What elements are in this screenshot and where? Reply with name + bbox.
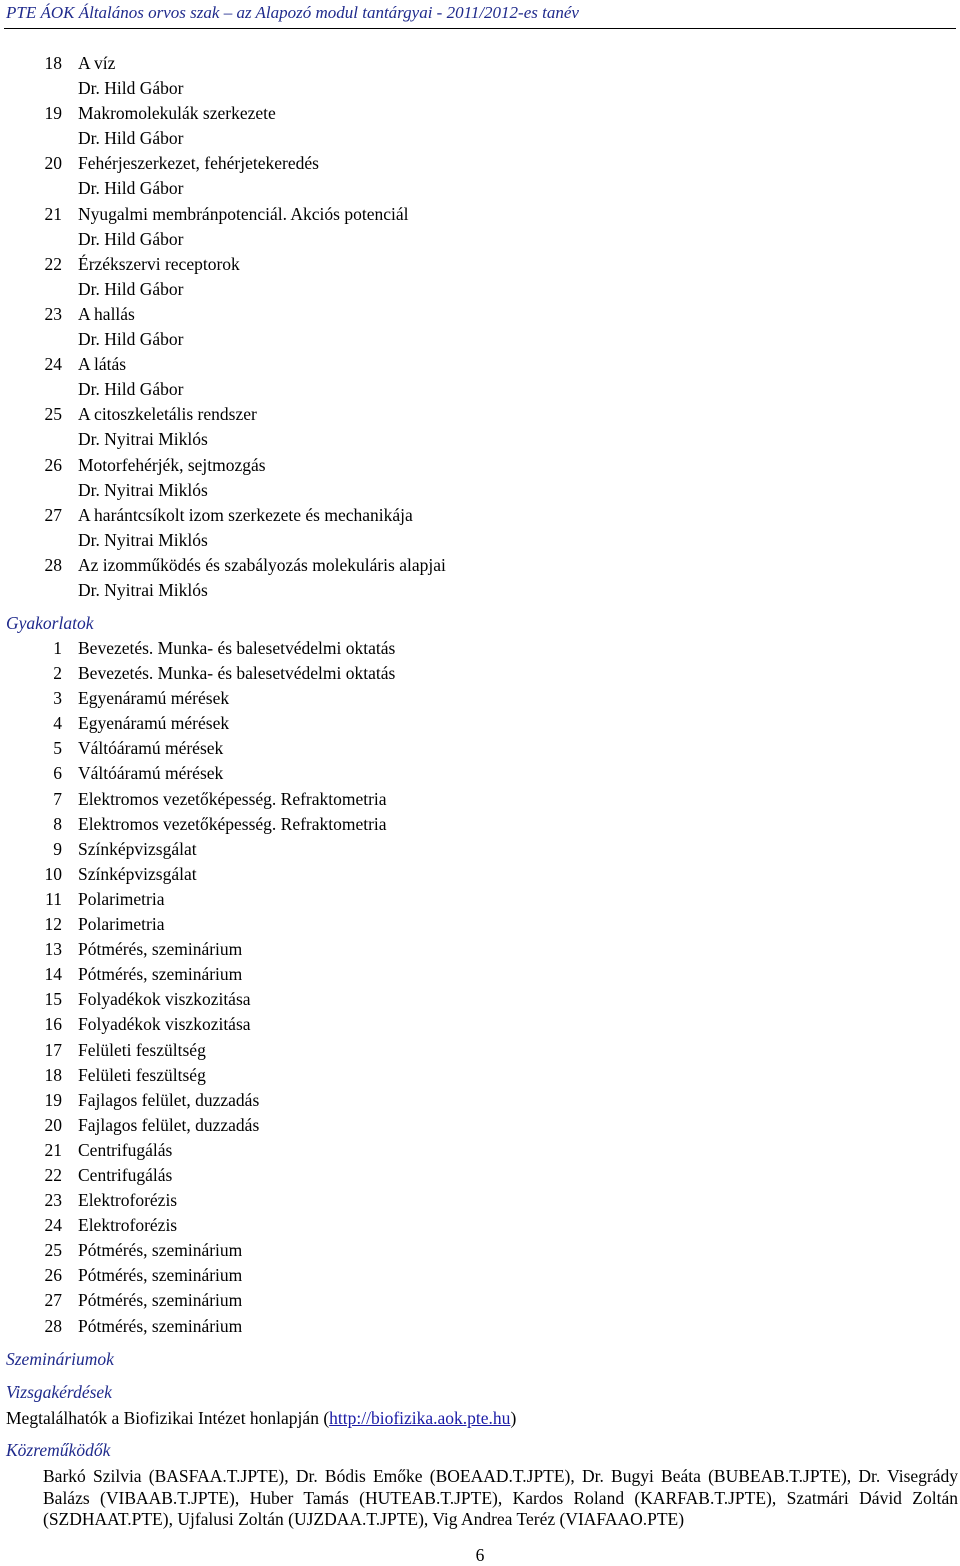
item-number: 17 <box>44 1039 62 1060</box>
item-title: Folyadékok viszkozitása <box>78 1014 251 1035</box>
practical-row <box>0 1288 960 1313</box>
lecture-row <box>0 151 960 176</box>
header-divider <box>4 28 956 29</box>
exam-questions-text <box>6 1407 516 1429</box>
item-title: Polarimetria <box>78 888 165 909</box>
practical-row <box>0 1163 960 1188</box>
lecture-list <box>0 51 960 603</box>
item-title: Elektromos vezetőképesség. Refraktometria <box>78 813 387 834</box>
practical-row <box>0 1213 960 1238</box>
lecture-row <box>0 101 960 126</box>
practical-row <box>0 1113 960 1138</box>
item-number: 15 <box>44 989 62 1010</box>
item-title: Egyenáramú mérések <box>78 713 230 734</box>
item-number: 25 <box>44 1240 62 1261</box>
practicals-heading: Gyakorlatok <box>6 613 94 633</box>
item-number: 1 <box>53 638 62 658</box>
lecture-row <box>0 302 960 327</box>
item-title: Váltóáramú mérések <box>78 763 224 784</box>
item-number: 3 <box>53 688 62 709</box>
item-title: Fehérjeszerkezet, fehérjetekeredés <box>78 153 319 174</box>
item-title: Polarimetria <box>78 914 165 935</box>
item-teacher: Dr. Hild Gábor <box>78 228 184 249</box>
item-number: 26 <box>44 454 62 475</box>
item-number: 22 <box>44 1164 62 1185</box>
item-number: 23 <box>44 303 62 324</box>
item-title: Az izomműködés és szabályozás molekuláris alapjai <box>78 554 446 575</box>
exam-questions-heading: Vizsgakérdések <box>6 1382 112 1402</box>
item-title: Pótmérés, szeminárium <box>78 1240 243 1261</box>
item-number: 22 <box>44 253 62 274</box>
item-title: A víz <box>78 53 116 73</box>
item-number: 18 <box>44 1064 62 1085</box>
item-title: Pótmérés, szeminárium <box>78 964 243 985</box>
practical-row <box>0 787 960 812</box>
item-title: Makromolekulák szerkezete <box>78 103 276 124</box>
item-number: 4 <box>53 713 62 734</box>
item-teacher: Dr. Nyitrai Miklós <box>78 479 208 500</box>
item-teacher: Dr. Nyitrai Miklós <box>78 529 208 550</box>
item-title: A citoszkeletális rendszer <box>78 404 257 425</box>
item-number: 24 <box>44 354 62 375</box>
lecture-row <box>0 453 960 478</box>
practical-row <box>0 1314 960 1339</box>
lecture-teacher-row <box>0 126 960 151</box>
seminars-heading: Szemináriumok <box>6 1349 114 1369</box>
item-title: Pótmérés, szeminárium <box>78 1290 243 1311</box>
practical-row <box>0 1063 960 1088</box>
item-number: 6 <box>53 763 62 784</box>
item-number: 2 <box>53 663 62 684</box>
lecture-teacher-row <box>0 578 960 603</box>
lecture-row <box>0 402 960 427</box>
item-title: Centrifugálás <box>78 1139 173 1160</box>
lecture-row <box>0 202 960 227</box>
item-title: Centrifugálás <box>78 1164 173 1185</box>
lecture-row <box>0 252 960 277</box>
exam-text-after: ) <box>510 1408 517 1428</box>
item-title: Fajlagos felület, duzzadás <box>78 1089 260 1110</box>
item-number: 27 <box>44 1290 62 1311</box>
page-number: 6 <box>475 1545 485 1565</box>
item-number: 5 <box>53 738 62 759</box>
item-title: Bevezetés. Munka- és balesetvédelmi oktatás <box>78 663 396 684</box>
practical-row <box>0 736 960 761</box>
item-teacher: Dr. Hild Gábor <box>78 278 184 299</box>
item-number: 11 <box>45 888 62 909</box>
lecture-teacher-row <box>0 427 960 452</box>
item-title: Elektroforézis <box>78 1215 178 1236</box>
item-number: 19 <box>44 103 62 124</box>
practical-row <box>0 1263 960 1288</box>
practical-row <box>0 937 960 962</box>
practical-row <box>0 987 960 1012</box>
lecture-row <box>0 352 960 377</box>
item-number: 24 <box>44 1215 62 1236</box>
practical-row <box>0 711 960 736</box>
item-teacher: Dr. Nyitrai Miklós <box>78 579 208 600</box>
item-title: Pótmérés, szeminárium <box>78 1315 243 1336</box>
item-number: 7 <box>53 788 62 809</box>
practical-row <box>0 636 960 661</box>
item-number: 21 <box>44 203 62 224</box>
item-title: Fajlagos felület, duzzadás <box>78 1114 260 1135</box>
practical-row <box>0 862 960 887</box>
practical-row <box>0 1138 960 1163</box>
exam-text-before: Megtalálhatók a Biofizikai Intézet honlapján ( <box>6 1408 330 1428</box>
practical-row <box>0 1038 960 1063</box>
page-header-title: PTE ÁOK Általános orvos szak – az Alapozó modul tantárgyai - 2011/2012-es tanév <box>6 3 579 22</box>
item-teacher: Dr. Hild Gábor <box>78 78 184 99</box>
item-number: 27 <box>44 504 62 525</box>
item-teacher: Dr. Hild Gábor <box>78 379 184 400</box>
item-number: 13 <box>44 939 62 960</box>
lecture-teacher-row <box>0 377 960 402</box>
item-title: Érzékszervi receptorok <box>78 253 240 274</box>
item-title: Elektromos vezetőképesség. Refraktometria <box>78 788 387 809</box>
item-title: Színképvizsgálat <box>78 838 197 859</box>
item-title: A hallás <box>78 303 135 324</box>
item-title: Pótmérés, szeminárium <box>78 939 243 960</box>
lecture-row <box>0 503 960 528</box>
item-number: 23 <box>44 1190 62 1211</box>
item-teacher: Dr. Hild Gábor <box>78 178 184 199</box>
lecture-teacher-row <box>0 227 960 252</box>
practical-row <box>0 887 960 912</box>
item-title: Pótmérés, szeminárium <box>78 1265 243 1286</box>
contributors-text: Barkó Szilvia (BASFAA.T.JPTE), Dr. Bódis Emőke (BOEAAD.T.JPTE), Dr. Bugyi Beáta (BUBEAB.T.JPTE), Dr. Visegrády Balázs (VIBAAB.T.JPTE), Huber Tamás (HUTEAB.T.JPTE), Kardos Roland (KARFAB.T.JPTE), Szatmári Dávid Zoltán (SZDHAAT.PTE), Ujfalusi Zoltán (UJZDAA.T.JPTE), Vig Andrea Teréz (VIAFAAO.PTE) <box>43 1466 958 1529</box>
item-number: 21 <box>44 1139 62 1160</box>
item-title: Egyenáramú mérések <box>78 688 230 709</box>
practical-row <box>0 837 960 862</box>
item-title: Színképvizsgálat <box>78 863 197 884</box>
item-title: Bevezetés. Munka- és balesetvédelmi oktatás <box>78 638 396 658</box>
lecture-teacher-row <box>0 76 960 101</box>
item-title: A látás <box>78 354 127 375</box>
item-number: 18 <box>44 53 62 73</box>
item-title: Elektroforézis <box>78 1190 178 1211</box>
item-number: 10 <box>44 863 62 884</box>
lecture-teacher-row <box>0 176 960 201</box>
practical-row <box>0 912 960 937</box>
item-title: Felületi feszültség <box>78 1039 206 1060</box>
biofizika-link[interactable]: http://biofizika.aok.pte.hu <box>329 1408 511 1428</box>
practical-row <box>0 1012 960 1037</box>
lecture-teacher-row <box>0 327 960 352</box>
item-number: 28 <box>44 554 62 575</box>
practical-row <box>0 661 960 686</box>
item-number: 19 <box>44 1089 62 1110</box>
lecture-teacher-row <box>0 528 960 553</box>
practical-row <box>0 962 960 987</box>
practical-row <box>0 1088 960 1113</box>
item-title: Motorfehérjék, sejtmozgás <box>78 454 266 475</box>
lecture-teacher-row <box>0 277 960 302</box>
item-title: A harántcsíkolt izom szerkezete és mechanikája <box>78 504 413 525</box>
item-number: 25 <box>44 404 62 425</box>
item-teacher: Dr. Hild Gábor <box>78 128 184 149</box>
practical-row <box>0 686 960 711</box>
item-number: 28 <box>44 1315 62 1336</box>
item-number: 14 <box>44 964 62 985</box>
item-title: Nyugalmi membránpotenciál. Akciós potenciál <box>78 203 409 224</box>
item-title: Váltóáramú mérések <box>78 738 224 759</box>
item-number: 9 <box>53 838 62 859</box>
lecture-teacher-row <box>0 478 960 503</box>
practical-row <box>0 761 960 786</box>
lecture-row <box>0 51 960 76</box>
practical-row <box>0 1188 960 1213</box>
practical-row <box>0 1238 960 1263</box>
item-number: 12 <box>44 914 62 935</box>
item-number: 20 <box>44 153 62 174</box>
item-teacher: Dr. Hild Gábor <box>78 329 184 350</box>
practical-row <box>0 812 960 837</box>
item-teacher: Dr. Nyitrai Miklós <box>78 429 208 450</box>
contributors-heading: Közreműködők <box>6 1440 111 1460</box>
item-title: Folyadékok viszkozitása <box>78 989 251 1010</box>
lecture-row <box>0 553 960 578</box>
item-number: 26 <box>44 1265 62 1286</box>
item-number: 8 <box>53 813 62 834</box>
item-number: 16 <box>44 1014 62 1035</box>
item-title: Felületi feszültség <box>78 1064 206 1085</box>
practical-list <box>0 636 960 1339</box>
item-number: 20 <box>44 1114 62 1135</box>
